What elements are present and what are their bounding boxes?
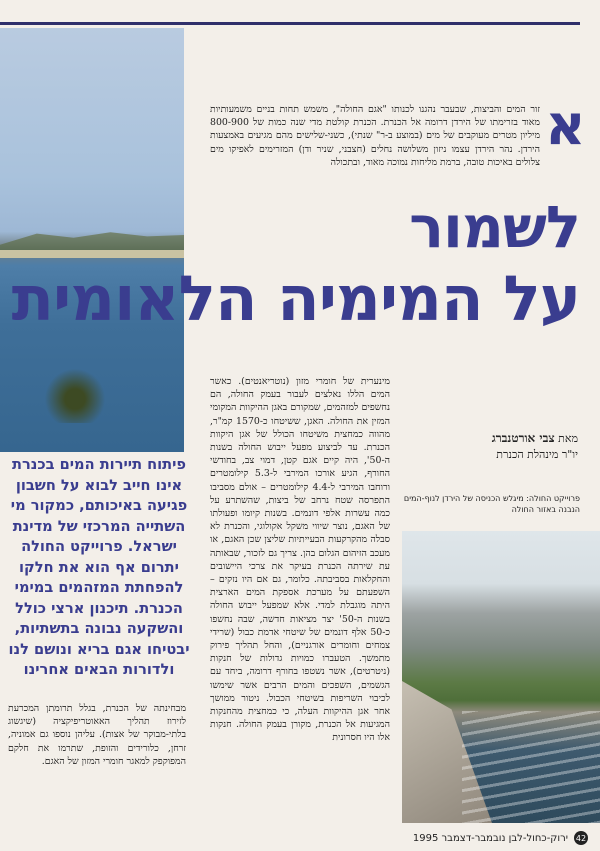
- intro-paragraph: זור המים והביצות, שבעבר נהגנו לכנותו "אגם החולה", משמש תחות בניים משמעותיות מאוד בזרימתו של הירדן דרומה אל הכנרת. הכנרת קולטת מדי שנה כמות של 800-900 מיליון מטרים מעוקבים של מים (במוצע ב-ר" שנתי), כשני-שלישים מהם מגיעים באמצעות הירדן. נהר הירדן עצמו ניזון משלושה נחלים (חצבני, שניר ודן) המזרימים לאפיקו מים צלולים באיכות טובה, ברמת מליחות נמוכה מאוד, ובתכולה: [210, 104, 540, 168]
- body-column-middle: מינערית של חומרי מזון (נוטריאנטים). כאשר המים הללו נאלצים לעבור בעמק החולה, הם נחשפים למזהמים, שמקורם באגן ההיקוות המקומי המזין את החולה. האגן, ששיטחו כ-1570 קמ"ר, מהווה כמחצית משיטחו הכולל של אגן היקוות הכנרת. עד לביצוע מפעל ייבוש החולה בשנות ה-50', היה קיים אגם קטן, דמוי צב, בחודשי החורף, הגיע אורכו המירבי ל-5.3 קילומטרים ורוחבו המירבי ל-4.4 קילומטרים – אולם מסביבו התפרסה שטח נרחב של ביצות, שהשתרע על כמה עשרות אלפי דונמים. בשנות קיומו ופעולתו של האגם, נוצר שיווי משקל אקולוגי, והכנרת לא סבלה מהקרקעות הבעייתיות שליצן שכן האגם, או מעכב הזיהום הגלום בהן. צריך גם לזכור, שבאותה עת שירתה הכנרת בעיקר את צרכי היישובים והחקלאות בסביבתה. כלומר, גם אם היו נזקים – השפעתם על מערכת אספקת המים הארצית היתה מוגבלת למדי. אלא שמפעל ייבוש החולה בשנות ה-50' יצר מציאות חדשה, שבה נחשפו כ-50 אלף דונמים של שיטחי אדמת כבול (שרידי צמחים וחומרים אורגניים), והחל תהליך פירוק מתמשך. הטעברו כמויות גדולות של חנקות (ניטרטים), אשר נשטפו בחורף דרומה, ביחד עם הגשמים, השפכים והמים הרבים אשר שימשו לכיבוי השריפות בשיטחי הכבול. ניטור ממושך אחר אגן ההיקוות העלה, כי כמחצית מהחנקות המגיעות אל הכנרת, מקורן בעמק החולה. חנקות אלו היו חסרונית: [210, 376, 391, 744]
- byline-prefix: מאת: [558, 432, 578, 445]
- author-role: יו"ר מינהלת הכנרת: [496, 448, 578, 461]
- photo-caption: פרוייקט החולה: מיגלש הכניסה של הירדן לנוף-המים הנבנה באזור החולה: [403, 494, 580, 514]
- headline-line-1: לשמור: [409, 193, 580, 261]
- river-rapids: [462, 711, 600, 823]
- page-footer: [413, 831, 588, 845]
- shoreline: [0, 250, 184, 258]
- submerged-shrub: [40, 363, 110, 423]
- body-column-left: מבחינתה של הכנרת, בגלל תרומתן המכרעת לזירוז תהליך האאוטריפיקציה (שיגשוג בלתי-מבוקר של אצות). עליהן נוספו גם אמוניה, זרחן, כלורידים והזופת, שתרמו את חלקם המפוקפק למאגר חומרי המזון של האגם.: [8, 703, 186, 767]
- drop-cap: א: [545, 93, 586, 158]
- lake-photo: [0, 28, 184, 452]
- top-rule: [0, 22, 580, 25]
- pull-quote: פיתוח תיירות המים בכנרת אינו חייב לבוא על חשבון פגיעה באיכותם, כמקור מי השתייה המרכזי של מדינת ישראל. פרוייקט החולה יתרום אף הוא את חלקו להפחתת המזהמים במימי הכנרת. תיכנון ארצי כולל והשקעה נבונה בתשתיות, יבטיחו אגם בריא ונושם לנו ולדורות הבאים אחרינו: [8, 456, 190, 678]
- river-photo: [402, 531, 600, 823]
- issue-label: ירוק-כחול-לבן נובמבר-דצמבר 1995: [412, 832, 568, 844]
- author-name: צבי אורטנברג: [491, 431, 555, 445]
- page-number: 42: [574, 831, 588, 845]
- byline: [408, 430, 578, 463]
- headline-line-2: על המימיה הלאומית: [11, 262, 580, 335]
